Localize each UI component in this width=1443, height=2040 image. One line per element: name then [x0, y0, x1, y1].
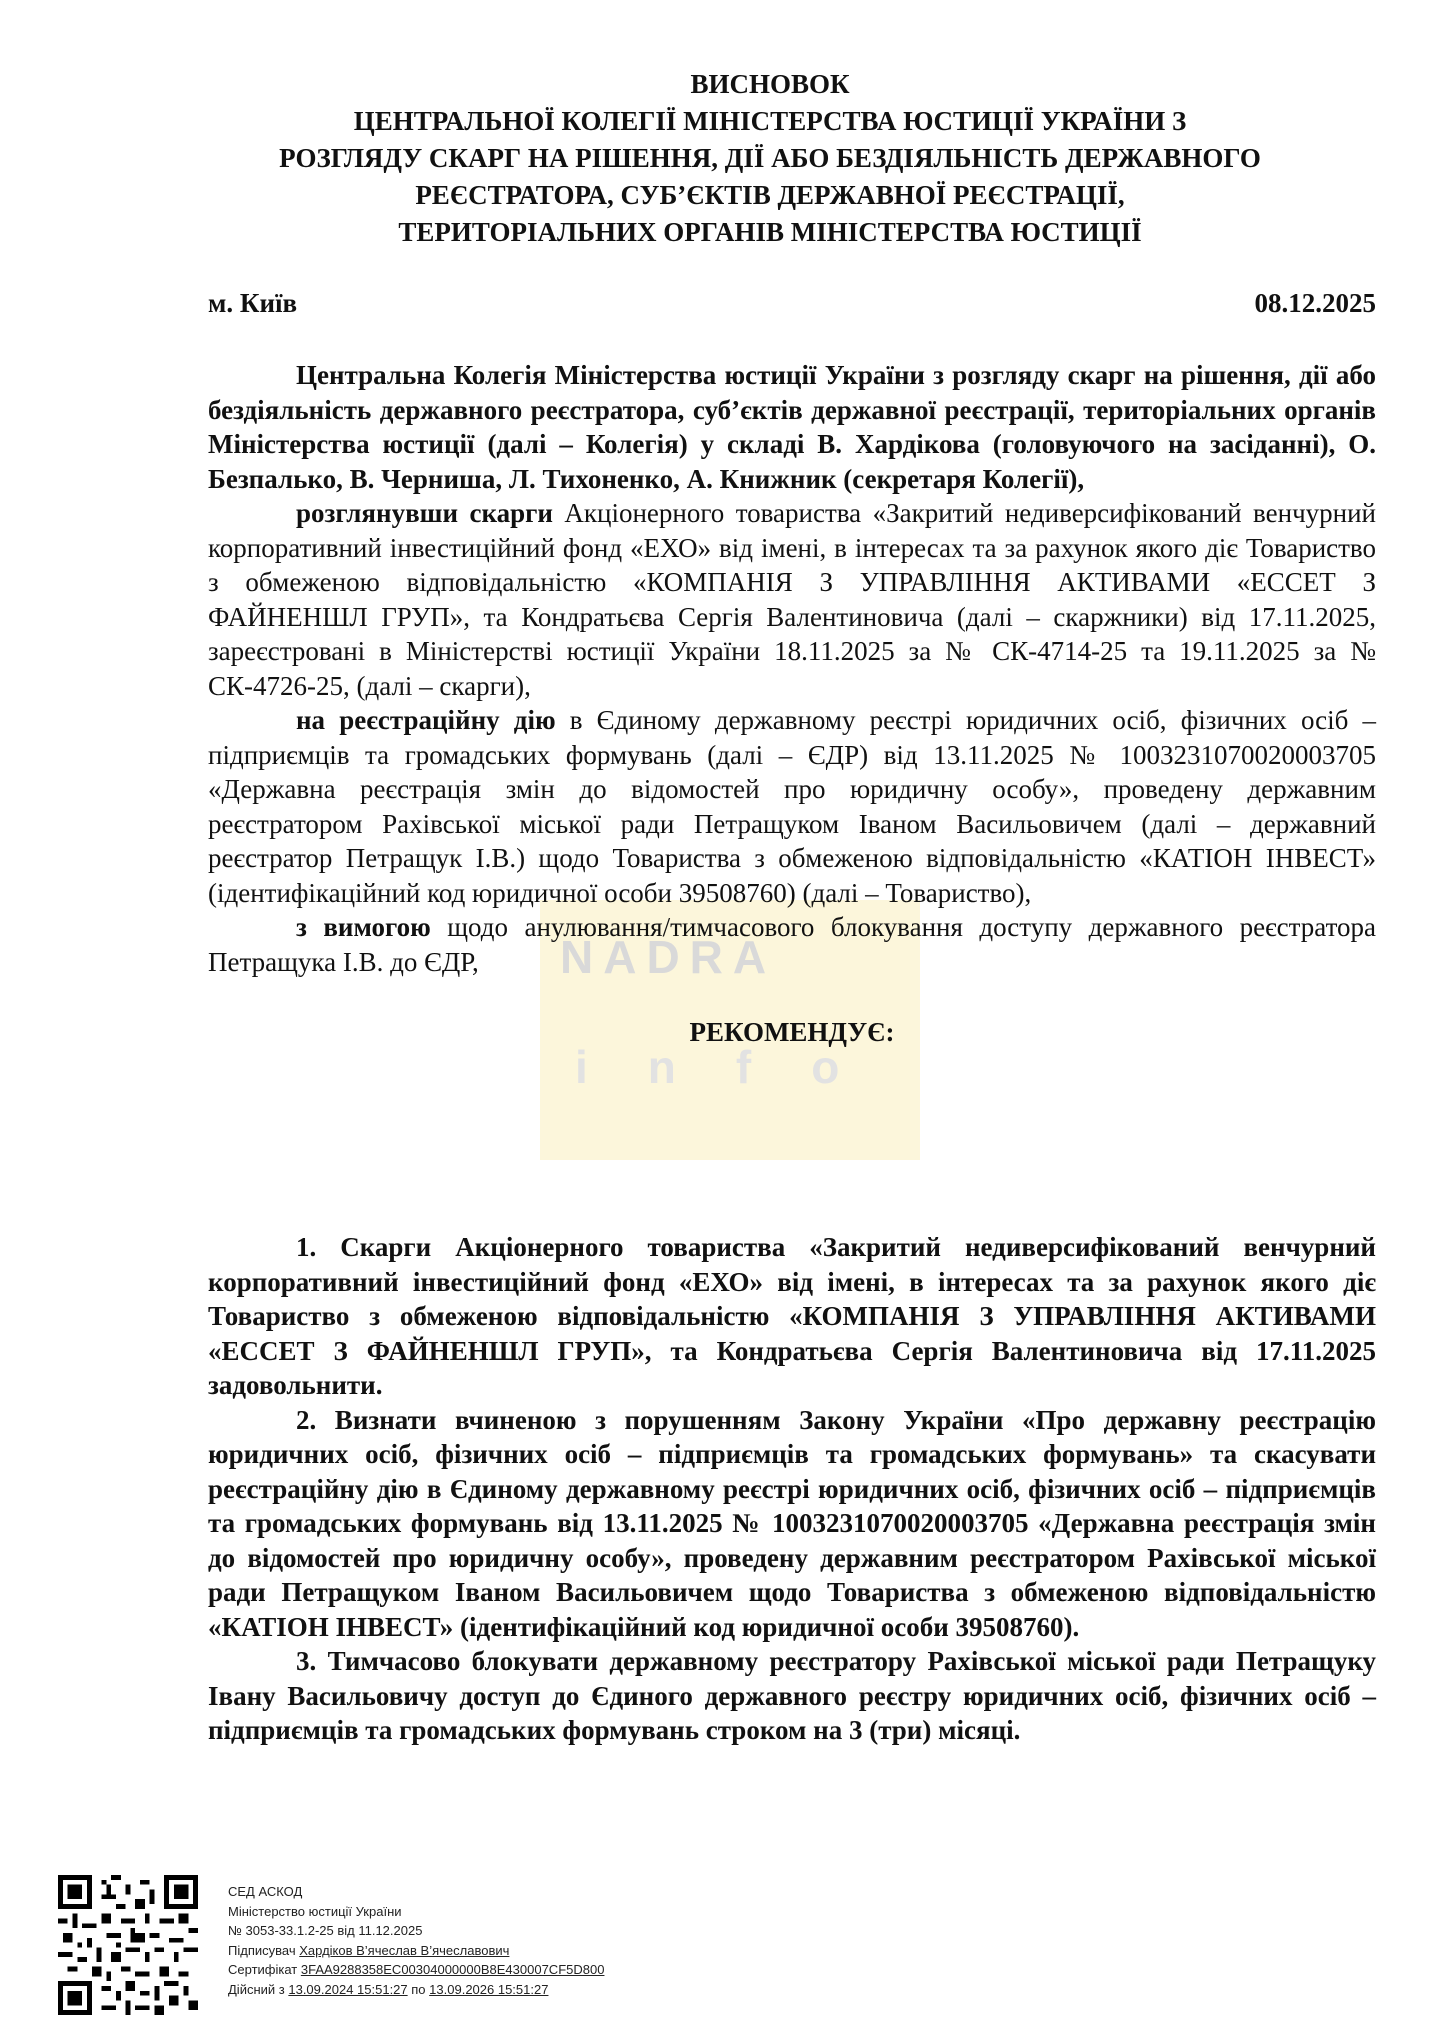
city-label: м. Київ	[208, 288, 298, 318]
document-date: 08.12.2025	[1254, 288, 1376, 318]
complaints-lead: розглянувши скарги	[296, 498, 553, 528]
recommendation-item: 3. Тимчасово блокувати державному реєстратору Рахівської міської ради Петращуку Івану Васильовичу доступ до Єдиного державного реєстру юридичних осіб, фізичних осіб – підприємців та громадських формувань строком на 3 (три) місяці.	[208, 1646, 1376, 1745]
valid-to-label: по	[411, 1981, 426, 1997]
stamp-ministry-line: Міністерство юстиції України	[228, 1903, 402, 1919]
qr-code-icon	[58, 1875, 198, 2015]
recommendation-item: 1. Скарги Акціонерного товариства «Закритий недиверсифікований венчурний корпоративний інвестиційний фонд «ЕХО» від імені, в інтересах та за рахунок якого діє Товариство з обмеженою відповідальністю «КОМПАНІЯ З УПРАВЛІННЯ АКТИВАМИ «ЕССЕТ З ФАЙНЕНШЛ ГРУП», та Кондратьєва Сергія Валентиновича від 17.11.2025 задовольнити.	[208, 1232, 1376, 1400]
complaints-text: Акціонерного товариства «Закритий недиверсифікований венчурний корпоративний інвестиційний фонд «ЕХО» від імені, в інтересах та за рахунок якого діє Товариство з обмеженою відповідальністю «КОМПАНІЯ З УПРАВЛІННЯ АКТИВАМИ «ЕССЕТ З ФАЙНЕНШЛ ГРУП», та Кондратьєва Сергія Валентиновича (далі – скаржники) від 17.11.2025, зареєстровані в Міністерстві юстиції України 18.11.2025 за № СК-4714-25 та 19.11.2025 за № СК-4726-25, (далі – скарги),	[208, 498, 1376, 701]
complaints-paragraph	[208, 496, 1376, 703]
recommends-heading: РЕКОМЕНДУЄ:	[689, 1017, 895, 1047]
registration-action-paragraph	[208, 703, 1376, 910]
valid-to: 13.09.2026 15:51:27	[429, 1981, 549, 1997]
certificate-label: Сертифікат	[228, 1962, 298, 1977]
stamp-validity-row	[228, 1980, 604, 2000]
title-line: РОЗГЛЯДУ СКАРГ НА РІШЕННЯ, ДІЇ АБО БЕЗДІЯЛЬНІСТЬ ДЕРЖАВНОГО	[279, 143, 1261, 173]
registration-action-text: в Єдиному державному реєстрі юридичних осіб, фізичних осіб – підприємців та громадських формувань (далі – ЄДР) від 13.11.2025 № 1003231070020003705 «Державна реєстрація змін до відомостей про юридичну особу», проведену державним реєстратором Рахівської міської ради Петращуком Іваном Васильовичем (далі – державний реєстратор Петращук І.В.) щодо Товариства з обмеженою відповідальністю «КАТІОН ІНВЕСТ» (ідентифікаційний код юридичної особи 39508760) (далі – Товариство),	[208, 705, 1376, 908]
signer-name: Хардіков В’ячеслав В’ячеславович	[299, 1942, 510, 1958]
title-line: ТЕРИТОРІАЛЬНИХ ОРГАНІВ МІНІСТЕРСТВА ЮСТИЦІЇ	[398, 217, 1142, 247]
stamp-registration-number: № 3053-33.1.2-25 від 11.12.2025	[228, 1923, 423, 1938]
stamp-system-line: СЕД АСКОД	[228, 1884, 303, 1899]
registration-action-lead: на реєстраційну дію	[296, 705, 556, 735]
recommendation-item: 2. Визнати вчиненою з порушенням Закону України «Про державну реєстрацію юридичних осіб, фізичних осіб – підприємців та громадських формувань» та скасувати реєстраційну дію в Єдиному державному реєстрі юридичних осіб, фізичних осіб – підприємців та громадських формувань від 13.11.2025 № 1003231070020003705 «Державна реєстрація змін до відомостей про юридичну особу», проведену державним реєстратором Рахівської міської ради Петращуком Іваном Васильовичем щодо Товариства з обмеженою відповідальністю «КАТІОН ІНВЕСТ» (ідентифікаційний код юридичної особи 39508760).	[208, 1404, 1376, 1642]
valid-from: 13.09.2024 15:51:27	[288, 1981, 408, 1997]
demand-paragraph	[208, 910, 1376, 979]
electronic-signature-stamp	[228, 1882, 604, 1999]
title-line: ЦЕНТРАЛЬНОЇ КОЛЕГІЇ МІНІСТЕРСТВА ЮСТИЦІЇ УКРАЇНИ З	[353, 106, 1187, 136]
document-body	[208, 358, 1376, 1094]
certificate-id: 3FAA9288358EC00304000000B8E430007CF5D800	[300, 1962, 605, 1977]
title-line: РЕЄСТРАТОРА, СУБ’ЄКТІВ ДЕРЖАВНОЇ РЕЄСТРАЦІЇ,	[415, 180, 1125, 210]
place-date-row	[208, 288, 1376, 319]
document-title	[200, 66, 1340, 251]
demand-text: щодо анулювання/тимчасового блокування доступу державного реєстратора Петращука І.В. до ЄДР,	[208, 912, 1377, 977]
signer-label: Підписувач	[228, 1942, 296, 1958]
stamp-signer-row	[228, 1941, 604, 1961]
stamp-certificate-row	[228, 1960, 604, 1980]
valid-from-label: Дійсний з	[228, 1981, 285, 1997]
intro-paragraph: Центральна Колегія Міністерства юстиції України з розгляду скарг на рішення, дії або бездіяльність державного реєстратора, суб’єктів державної реєстрації, територіальних органів Міністерства юстиції (далі – Колегія) у складі В. Хардікова (головуючого на засіданні), О. Безпалько, В. Черниша, Л. Тихоненко, А. Книжник (секретаря Колегії),	[208, 360, 1376, 494]
watermark-logo-text: NADRA	[560, 931, 777, 983]
demand-lead: з вимогою	[296, 912, 431, 942]
recommendation-list	[208, 1230, 1376, 1748]
watermark-logo-subtext: info	[575, 1041, 900, 1093]
title-line: ВИСНОВОК	[690, 69, 850, 99]
